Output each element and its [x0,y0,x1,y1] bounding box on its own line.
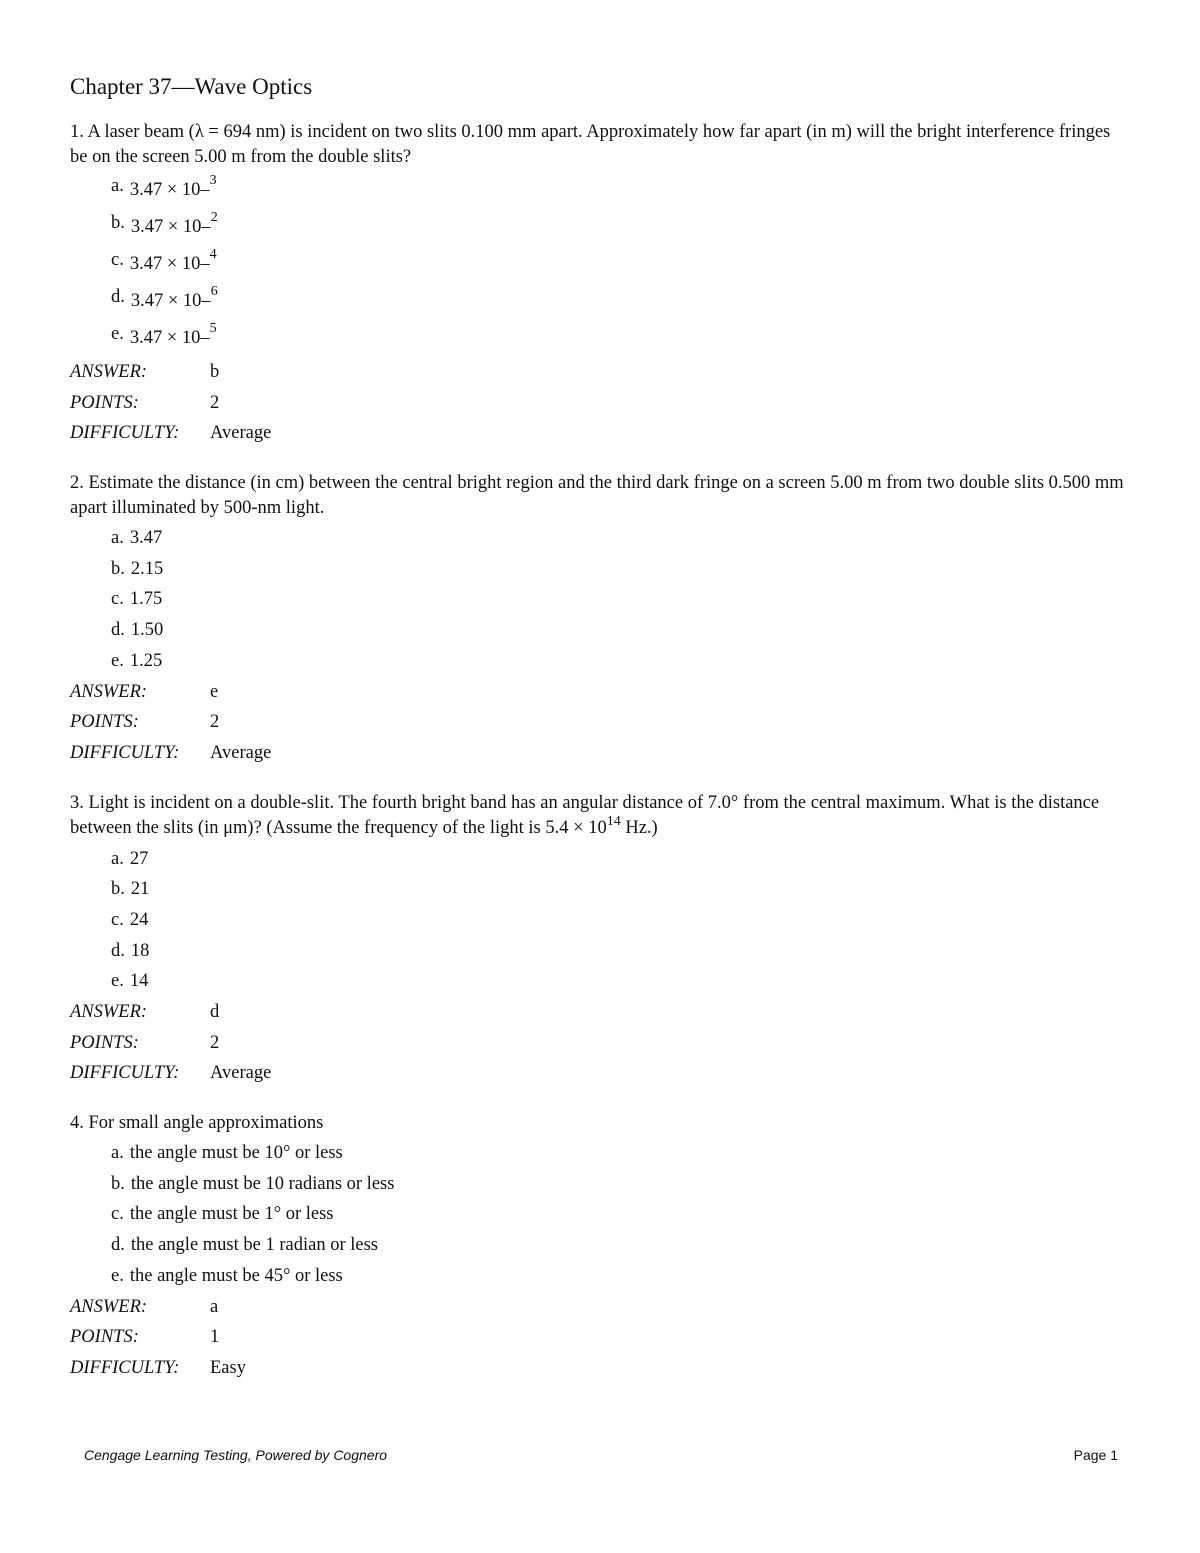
option-d: d. 3.47 × 10–$^6$ [111,284,218,311]
option-a: a. 3.47 × 10–$^3$ [111,173,217,200]
option-list [70,172,1130,357]
document-page [70,70,1130,1406]
points-row [70,388,1130,419]
difficulty-row [70,1058,1130,1089]
difficulty-row [70,418,1130,449]
option-c: c. 3.47 × 10–$^4$ [111,247,217,274]
option-c: c. 1.75 [111,589,163,610]
points-value: 2 [210,712,220,733]
question-4 [70,1111,1130,1384]
answer-value: d [210,1002,220,1022]
option-e: e. the angle must be 45° or less [111,1265,343,1286]
answer-value: b [210,362,220,382]
option-c: c. the angle must be 1° or less [111,1204,334,1225]
points-value: 2 [210,1032,220,1053]
footer-publisher: Cengage Learning Testing, Powered by Cognero [84,1447,388,1463]
points-row [70,1028,1130,1059]
points-value: 1 [210,1327,220,1348]
option-b: b. 21 [111,879,150,900]
option-b: b. 3.47 × 10–$^2$ [111,210,218,237]
difficulty-label: DIFFICULTY: [70,742,180,763]
points-label: POINTS: [70,1032,139,1053]
points-row [70,707,1130,738]
option-d: d. the angle must be 1 radian or less [111,1235,378,1256]
question-2 [70,471,1130,769]
difficulty-row [70,738,1130,769]
option-d: d. 1.50 [111,620,164,641]
answer-row [70,1292,1130,1323]
answer-row [70,357,1130,388]
answer-label: ANSWER: [70,1296,148,1317]
difficulty-value: Average [210,742,272,763]
question-stem: 4. For small angle approximations [70,1113,324,1134]
difficulty-row [70,1353,1130,1384]
option-b: b. the angle must be 10 radians or less [111,1173,395,1194]
answer-value: a [210,1296,219,1317]
question-1 [70,120,1130,449]
option-list [70,1138,1130,1291]
question-stem: 1. A laser beam (λ = 694 nm) is incident on two slits 0.100 mm apart. Approximately how far apart (in m) will the bright interference fringes be on the screen 5.00 m from the double slits? [70,122,1111,167]
difficulty-label: DIFFICULTY: [70,423,180,444]
question-3 [70,791,1130,1090]
option-a: a. the angle must be 10° or less [111,1143,343,1164]
option-list [70,523,1130,676]
answer-row [70,677,1130,708]
points-label: POINTS: [70,392,139,413]
difficulty-label: DIFFICULTY: [70,1357,180,1378]
answer-row [70,997,1130,1028]
option-d: d. 18 [111,940,150,961]
question-stem: 2. Estimate the distance (in cm) between the central bright region and the third dark fringe on a screen 5.00 m from two double slits 0.500 mm apart illuminated by 500-nm light. [70,473,1124,519]
option-b: b. 2.15 [111,558,164,579]
option-a: a. 3.47 [111,528,163,549]
difficulty-value: Easy [210,1357,246,1378]
page-title: Chapter 37—Wave Optics [70,74,313,99]
option-c: c. 24 [111,909,149,930]
difficulty-label: DIFFICULTY: [70,1063,180,1084]
option-e: e. 3.47 × 10–$^5$ [111,321,217,348]
option-e: e. 1.25 [111,650,163,671]
points-label: POINTS: [70,1327,139,1348]
option-list [70,844,1130,997]
option-e: e. 14 [111,971,149,992]
page-number: Page 1 [1073,1447,1118,1463]
answer-label: ANSWER: [70,1002,148,1022]
answer-label: ANSWER: [70,681,148,702]
question-stem: 3. Light is incident on a double-slit. The fourth bright band has an angular distance of 7.0° from the central maximum. What is the distance between the slits (in μm)? (Assume the frequency of the light is $5.4 \times 10^{14}$ Hz.) [70,792,1100,838]
difficulty-value: Average [210,1063,272,1084]
answer-label: ANSWER: [70,362,148,382]
option-a: a. 27 [111,848,149,869]
points-value: 2 [210,392,220,413]
difficulty-value: Average [210,423,272,444]
points-row [70,1322,1130,1353]
answer-value: e [210,681,219,702]
points-label: POINTS: [70,712,139,733]
